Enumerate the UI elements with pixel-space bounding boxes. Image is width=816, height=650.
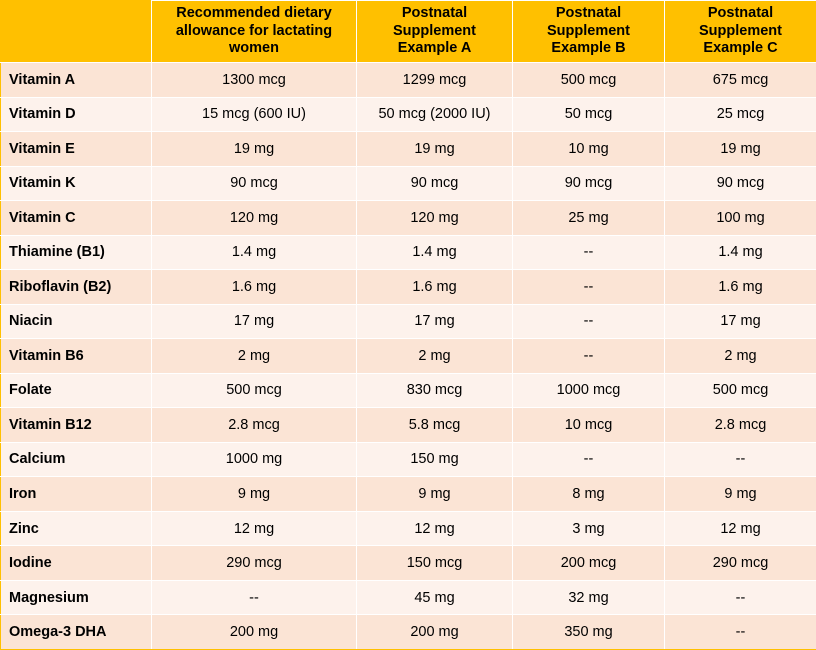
- cell-supplement-b: 50 mcg: [513, 97, 665, 132]
- cell-supplement-a: 1299 mcg: [357, 63, 513, 98]
- row-label: Iodine: [1, 546, 152, 581]
- table-row: [1, 511, 816, 546]
- row-label: Riboflavin (B2): [1, 270, 152, 305]
- row-label: Folate: [1, 373, 152, 408]
- cell-supplement-b: 32 mg: [513, 580, 665, 615]
- cell-supplement-c: --: [665, 442, 816, 477]
- cell-supplement-c: 290 mcg: [665, 546, 816, 581]
- row-label: Iron: [1, 477, 152, 512]
- row-label: Vitamin D: [1, 97, 152, 132]
- table-body: [1, 63, 816, 650]
- cell-rda: 1.4 mg: [152, 235, 357, 270]
- cell-supplement-b: 500 mcg: [513, 63, 665, 98]
- cell-supplement-a: 120 mg: [357, 201, 513, 236]
- cell-rda: 1.6 mg: [152, 270, 357, 305]
- cell-supplement-c: 2.8 mcg: [665, 408, 816, 443]
- row-label: Thiamine (B1): [1, 235, 152, 270]
- cell-supplement-c: 19 mg: [665, 132, 816, 167]
- row-label: Vitamin C: [1, 201, 152, 236]
- cell-supplement-a: 2 mg: [357, 339, 513, 374]
- column-header-supplement-a: Postnatal Supplement Example A: [357, 1, 513, 63]
- table-row: [1, 270, 816, 305]
- cell-supplement-c: 12 mg: [665, 511, 816, 546]
- table-header: [1, 1, 816, 63]
- column-header-nutrient: [1, 1, 152, 63]
- cell-supplement-b: 8 mg: [513, 477, 665, 512]
- column-header-rda: Recommended dietary allowance for lactating women: [152, 1, 357, 63]
- table-row: [1, 408, 816, 443]
- table-row: [1, 546, 816, 581]
- row-label: Calcium: [1, 442, 152, 477]
- cell-supplement-b: 350 mg: [513, 615, 665, 650]
- cell-rda: 1000 mg: [152, 442, 357, 477]
- cell-supplement-a: 12 mg: [357, 511, 513, 546]
- row-label: Niacin: [1, 304, 152, 339]
- cell-rda: 120 mg: [152, 201, 357, 236]
- cell-supplement-c: 675 mcg: [665, 63, 816, 98]
- row-label: Omega-3 DHA: [1, 615, 152, 650]
- cell-supplement-a: 150 mg: [357, 442, 513, 477]
- table-header-row: [1, 1, 816, 63]
- cell-rda: 2.8 mcg: [152, 408, 357, 443]
- cell-supplement-b: 200 mcg: [513, 546, 665, 581]
- cell-supplement-b: --: [513, 442, 665, 477]
- cell-rda: 200 mg: [152, 615, 357, 650]
- table-row: [1, 132, 816, 167]
- table-row: [1, 373, 816, 408]
- cell-rda: --: [152, 580, 357, 615]
- cell-rda: 1300 mcg: [152, 63, 357, 98]
- cell-supplement-a: 9 mg: [357, 477, 513, 512]
- cell-supplement-b: --: [513, 304, 665, 339]
- cell-supplement-c: 500 mcg: [665, 373, 816, 408]
- table-row: [1, 166, 816, 201]
- cell-supplement-c: 90 mcg: [665, 166, 816, 201]
- cell-supplement-c: 17 mg: [665, 304, 816, 339]
- cell-supplement-a: 830 mcg: [357, 373, 513, 408]
- cell-rda: 9 mg: [152, 477, 357, 512]
- cell-supplement-c: --: [665, 615, 816, 650]
- cell-supplement-c: 9 mg: [665, 477, 816, 512]
- cell-supplement-a: 45 mg: [357, 580, 513, 615]
- cell-supplement-a: 5.8 mcg: [357, 408, 513, 443]
- cell-supplement-a: 50 mcg (2000 IU): [357, 97, 513, 132]
- cell-supplement-b: 25 mg: [513, 201, 665, 236]
- cell-supplement-c: 25 mcg: [665, 97, 816, 132]
- row-label: Vitamin K: [1, 166, 152, 201]
- cell-supplement-c: 1.6 mg: [665, 270, 816, 305]
- table-row: [1, 477, 816, 512]
- cell-supplement-b: --: [513, 339, 665, 374]
- row-label: Vitamin E: [1, 132, 152, 167]
- table-row: [1, 97, 816, 132]
- cell-supplement-c: 100 mg: [665, 201, 816, 236]
- column-header-supplement-c: Postnatal Supplement Example C: [665, 1, 816, 63]
- cell-supplement-a: 150 mcg: [357, 546, 513, 581]
- cell-supplement-a: 1.4 mg: [357, 235, 513, 270]
- table-row: [1, 442, 816, 477]
- cell-supplement-b: --: [513, 270, 665, 305]
- table-row: [1, 235, 816, 270]
- cell-rda: 500 mcg: [152, 373, 357, 408]
- cell-supplement-a: 17 mg: [357, 304, 513, 339]
- row-label: Vitamin B6: [1, 339, 152, 374]
- cell-supplement-c: 2 mg: [665, 339, 816, 374]
- cell-supplement-a: 90 mcg: [357, 166, 513, 201]
- cell-rda: 15 mcg (600 IU): [152, 97, 357, 132]
- row-label: Zinc: [1, 511, 152, 546]
- cell-rda: 290 mcg: [152, 546, 357, 581]
- cell-supplement-b: --: [513, 235, 665, 270]
- table-row: [1, 339, 816, 374]
- cell-rda: 12 mg: [152, 511, 357, 546]
- cell-rda: 2 mg: [152, 339, 357, 374]
- table-row: [1, 63, 816, 98]
- column-header-supplement-b: Postnatal Supplement Example B: [513, 1, 665, 63]
- cell-supplement-a: 1.6 mg: [357, 270, 513, 305]
- row-label: Vitamin A: [1, 63, 152, 98]
- cell-rda: 17 mg: [152, 304, 357, 339]
- cell-supplement-b: 10 mg: [513, 132, 665, 167]
- row-label: Vitamin B12: [1, 408, 152, 443]
- cell-supplement-a: 19 mg: [357, 132, 513, 167]
- table-row: [1, 615, 816, 650]
- cell-supplement-b: 90 mcg: [513, 166, 665, 201]
- row-label: Magnesium: [1, 580, 152, 615]
- cell-supplement-b: 3 mg: [513, 511, 665, 546]
- table-row: [1, 304, 816, 339]
- cell-supplement-a: 200 mg: [357, 615, 513, 650]
- cell-rda: 19 mg: [152, 132, 357, 167]
- table-row: [1, 201, 816, 236]
- cell-supplement-c: 1.4 mg: [665, 235, 816, 270]
- cell-supplement-b: 1000 mcg: [513, 373, 665, 408]
- cell-supplement-b: 10 mcg: [513, 408, 665, 443]
- cell-supplement-c: --: [665, 580, 816, 615]
- cell-rda: 90 mcg: [152, 166, 357, 201]
- table-row: [1, 580, 816, 615]
